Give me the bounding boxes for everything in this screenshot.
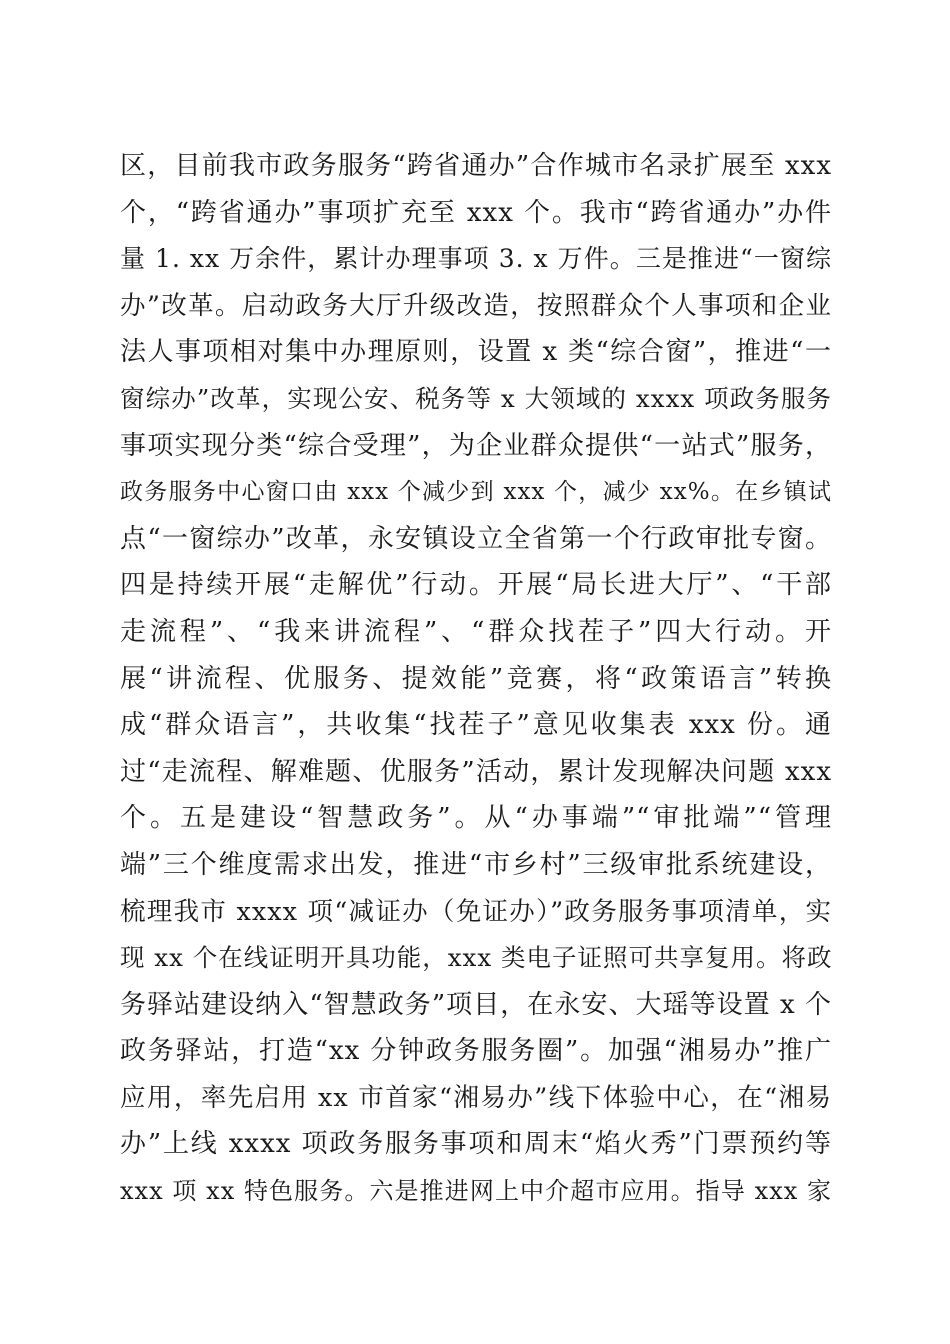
text-line: 走流程”、“我来讲流程”、“群众找茬子”四大行动。开 xyxy=(120,616,832,647)
text-line: 点“一窗综办”改革，永安镇设立全省第一个行政审批专窗。 xyxy=(120,523,832,554)
text-line: 应用，率先启用 xx 市首家“湘易办”线下体验中心，在“湘易 xyxy=(120,1082,832,1113)
text-line: 个。五是建设“智慧政务”。从“办事端”“审批端”“管理 xyxy=(120,803,832,834)
text-line: 窗综办”改革，实现公安、税务等 x 大领域的 xxxx 项政务服务 xyxy=(120,383,832,413)
text-line: 务驿站建设纳入“智慧政务”项目，在永安、大瑶等设置 x 个 xyxy=(120,989,832,1020)
text-line: 现 xx 个在线证明开具功能，xxx 类电子证照可共享复用。将政 xyxy=(120,943,833,973)
text-line: 梳理我市 xxxx 项“减证办（免证办）”政务服务事项清单，实 xyxy=(120,896,832,927)
text-line: xxx 项 xx 特色服务。六是推进网上中介超市应用。指导 xxx 家 xyxy=(120,1177,832,1206)
text-line: 事项实现分类“综合受理”，为企业群众提供“一站式”服务， xyxy=(120,430,832,461)
text-line: 政务服务中心窗口由 xxx 个减少到 xxx 个，减少 xx%。在乡镇试 xyxy=(120,479,832,506)
text-line: 量 1. xx 万余件，累计办理事项 3. x 万件。三是推进“一窗综 xyxy=(120,244,832,274)
text-line: 个，“跨省通办”事项扩充至 xxx 个。我市“跨省通办”办件 xyxy=(120,197,832,228)
text-line: 法人事项相对集中办理原则，设置 x 类“综合窗”，推进“一 xyxy=(120,337,832,368)
text-line: 展“讲流程、优服务、提效能”竞赛，将“政策语言”转换 xyxy=(120,663,832,694)
text-line: 端”三个维度需求出发，推进“市乡村”三级审批系统建设， xyxy=(120,849,832,880)
text-line: 成“群众语言”，共收集“找茬子”意见收集表 xxx 份。通 xyxy=(120,710,832,741)
text-line: 区，目前我市政务服务“跨省通办”合作城市名录扩展至 xxx xyxy=(120,151,832,181)
text-line: 办”上线 xxxx 项政务服务事项和周末“焰火秀”门票预约等 xyxy=(120,1129,832,1160)
text-line: 办”改革。启动政务大厅升级改造，按照群众个人事项和企业 xyxy=(120,290,832,321)
text-line: 政务驿站，打造“xx 分钟政务服务圈”。加强“湘易办”推广 xyxy=(120,1036,832,1067)
text-line: 过“走流程、解难题、优服务”活动，累计发现解决问题 xxx xyxy=(120,756,832,787)
body-paragraph xyxy=(120,143,832,1215)
text-line: 四是持续开展“走解优”行动。开展“局长进大厅”、“干部 xyxy=(120,570,832,601)
